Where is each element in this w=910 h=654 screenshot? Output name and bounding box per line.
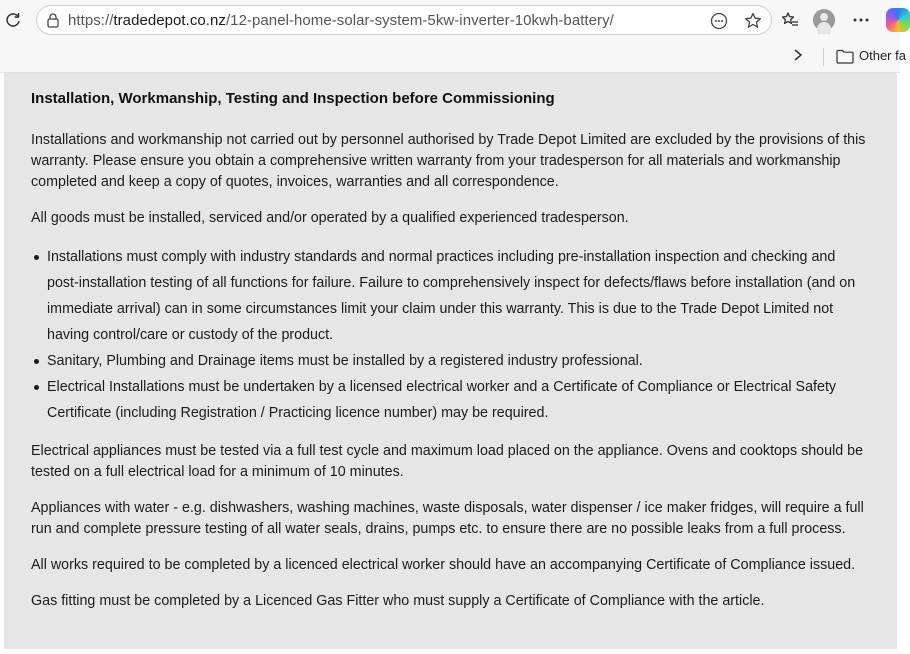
list-item: Electrical Installations must be undertaken by a licensed electrical worker and a Certificate of Compliance or Electrical Safety Certificate (including Registration / Practicing licence number) may be required. [47,374,871,426]
lock-icon[interactable] [45,12,61,28]
url-text[interactable] [68,12,614,29]
chevron-right-icon[interactable] [792,47,804,68]
favorite-star-icon[interactable] [743,11,763,31]
intro-paragraph: Installations and workmanship not carried out by personnel authorised by Trade Depot Limited are excluded by the provisions of this warranty. Please ensure you obtain a comprehensive written warranty from your tradesperson for all materials and workmanship completed and keep a copy of quotes, invoices, warranties and all correspondence. [31,132,866,190]
section-heading: Installation, Workmanship, Testing and Inspection before Commissioning [31,90,555,107]
url-scheme: https:// [68,12,114,29]
appliance-testing-paragraph: Electrical appliances must be tested via a full test cycle and maximum load placed on the appliance. Ovens and cooktops should be tested on a full electrical load for a minimum of 10 minutes. [31,443,864,480]
avatar-torso [817,22,831,34]
bookmark-folder-other[interactable]: Other fa [859,48,906,63]
warranty-panel [4,73,897,649]
reading-mode-icon[interactable] [709,11,729,31]
water-appliances-paragraph: Appliances with water - e.g. dishwashers, washing machines, waste disposals, water dispenser / ice maker fridges, will require a full run and complete pressure testing of all water seals, drains, pumps etc. to ensure there are no possible leaks from a full process. [31,500,864,537]
browser-toolbar [0,0,900,40]
qualified-paragraph: All goods must be installed, serviced and/or operated by a qualified experienced tradesperson. [31,210,629,226]
profile-avatar[interactable] [813,9,835,31]
refresh-icon[interactable] [2,9,24,31]
gas-fitting-paragraph: Gas fitting must be completed by a Licenced Gas Fitter who must supply a Certificate of Compliance with the article. [31,593,765,609]
url-path: /12-panel-home-solar-system-5kw-inverter-10kwh-battery/ [225,12,614,29]
bookmarks-bar [0,40,906,73]
folder-icon[interactable] [836,49,854,64]
electrical-cert-paragraph: All works required to be completed by a licenced electrical worker should have an accompanying Certificate of Compliance issued. [31,557,856,573]
list-item: Sanitary, Plumbing and Drainage items must be installed by a registered industry professional. [47,348,871,374]
copilot-icon[interactable] [886,8,910,32]
avatar-head [820,13,828,21]
address-bar[interactable] [36,5,772,35]
more-menu-icon[interactable] [849,8,873,32]
bookmarks-separator [823,48,824,66]
list-item: Installations must comply with industry standards and normal practices including pre-installation inspection and checking and post-installation testing of all functions for failure. Failure to comprehensively inspect for defects/flaws before installation (and on immediate arrival) can in some circumstances limit your claim under this warranty. This is due to the Trade Depot Limited not having control/care or custody of the product. [47,244,871,348]
page-viewport [0,73,900,654]
url-host: tradedepot.co.nz [113,12,226,29]
requirements-list [31,244,871,426]
favorites-list-icon[interactable] [778,8,802,32]
